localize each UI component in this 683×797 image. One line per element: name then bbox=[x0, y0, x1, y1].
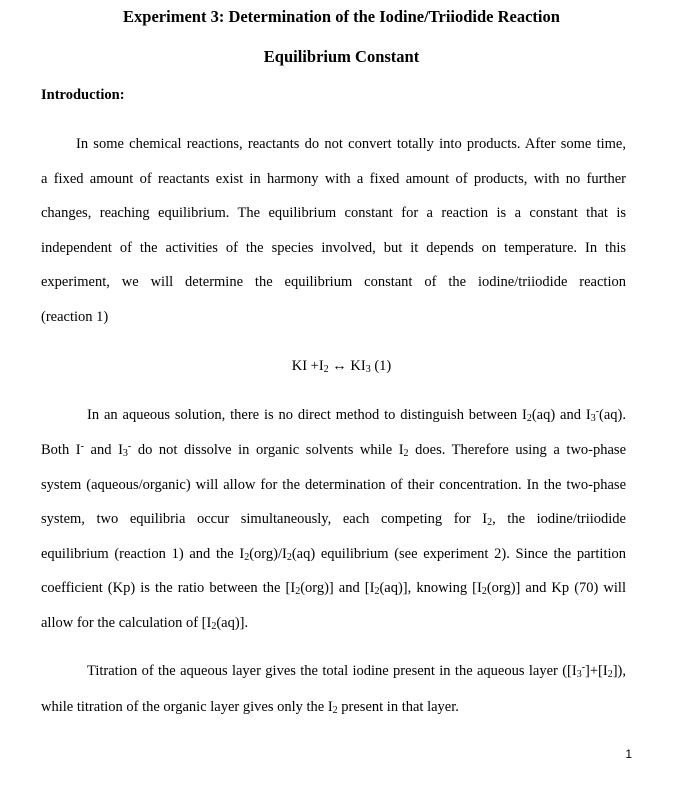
paragraph-2-line-4: system, two equilibria occur simultaneously, each competing for $I_2$, the iodine/triiodide bbox=[41, 511, 626, 528]
page-number: 1 bbox=[625, 747, 632, 761]
reaction-equation: KI $+I_2$ ↔ $KI_3$ (1) bbox=[291, 358, 392, 375]
paragraph-2-line-6: coefficient (Kp) is the ratio between the $[I_2(org)]$ and $[I_2(aq)]$, knowing $[I_2(org)]$ and Kp (70) will bbox=[41, 580, 626, 597]
paragraph-1-line-6: (reaction 1) bbox=[41, 309, 109, 325]
paragraph-1-line-1: In some chemical reactions, reactants do not convert totally into products. After some time, bbox=[76, 136, 626, 152]
document-title-line-1: Experiment 3: Determination of the Iodine/Triiodide Reaction bbox=[123, 7, 560, 26]
paragraph-1-line-3: changes, reaching equilibrium. The equilibrium constant for a reaction is a constant that is bbox=[41, 205, 626, 221]
paragraph-1-line-4: independent of the activities of the species involved, but it depends on temperature. In this bbox=[41, 240, 626, 256]
section-heading-introduction: Introduction: bbox=[41, 87, 125, 103]
paragraph-2-line-5: equilibrium (reaction 1) and the $I_2(org)/I_2(aq)$ equilibrium (see experiment 2). Since the partition bbox=[41, 546, 626, 563]
paragraph-3-line-1: Titration of the aqueous layer gives the total iodine present in the aqueous layer $([I_3^-]+[I_2])$, bbox=[87, 662, 626, 680]
paragraph-3-line-2: while titration of the organic layer gives only the $I_2$ present in that layer. bbox=[41, 699, 459, 716]
paragraph-1-line-2: a fixed amount of reactants exist in harmony with a fixed amount of products, with no further bbox=[41, 171, 626, 187]
document-title-line-2: Equilibrium Constant bbox=[263, 47, 420, 66]
paragraph-2-line-3: system (aqueous/organic) will allow for the determination of their concentration. In the two-phase bbox=[41, 477, 626, 493]
paragraph-2-line-7: allow for the calculation of $[I_2(aq)]$. bbox=[41, 615, 249, 632]
paragraph-1-line-5: experiment, we will determine the equilibrium constant of the iodine/triiodide reaction bbox=[41, 274, 626, 290]
paragraph-2-line-1: In an aqueous solution, there is no direct method to distinguish between $I_2(aq)$ and $I_3^-(aq)$. bbox=[87, 406, 626, 424]
paragraph-2-line-2: Both I- and $I_3^-$ do not dissolve in organic solvents while $I_2$ does. Therefore using a two-phase bbox=[41, 441, 627, 459]
